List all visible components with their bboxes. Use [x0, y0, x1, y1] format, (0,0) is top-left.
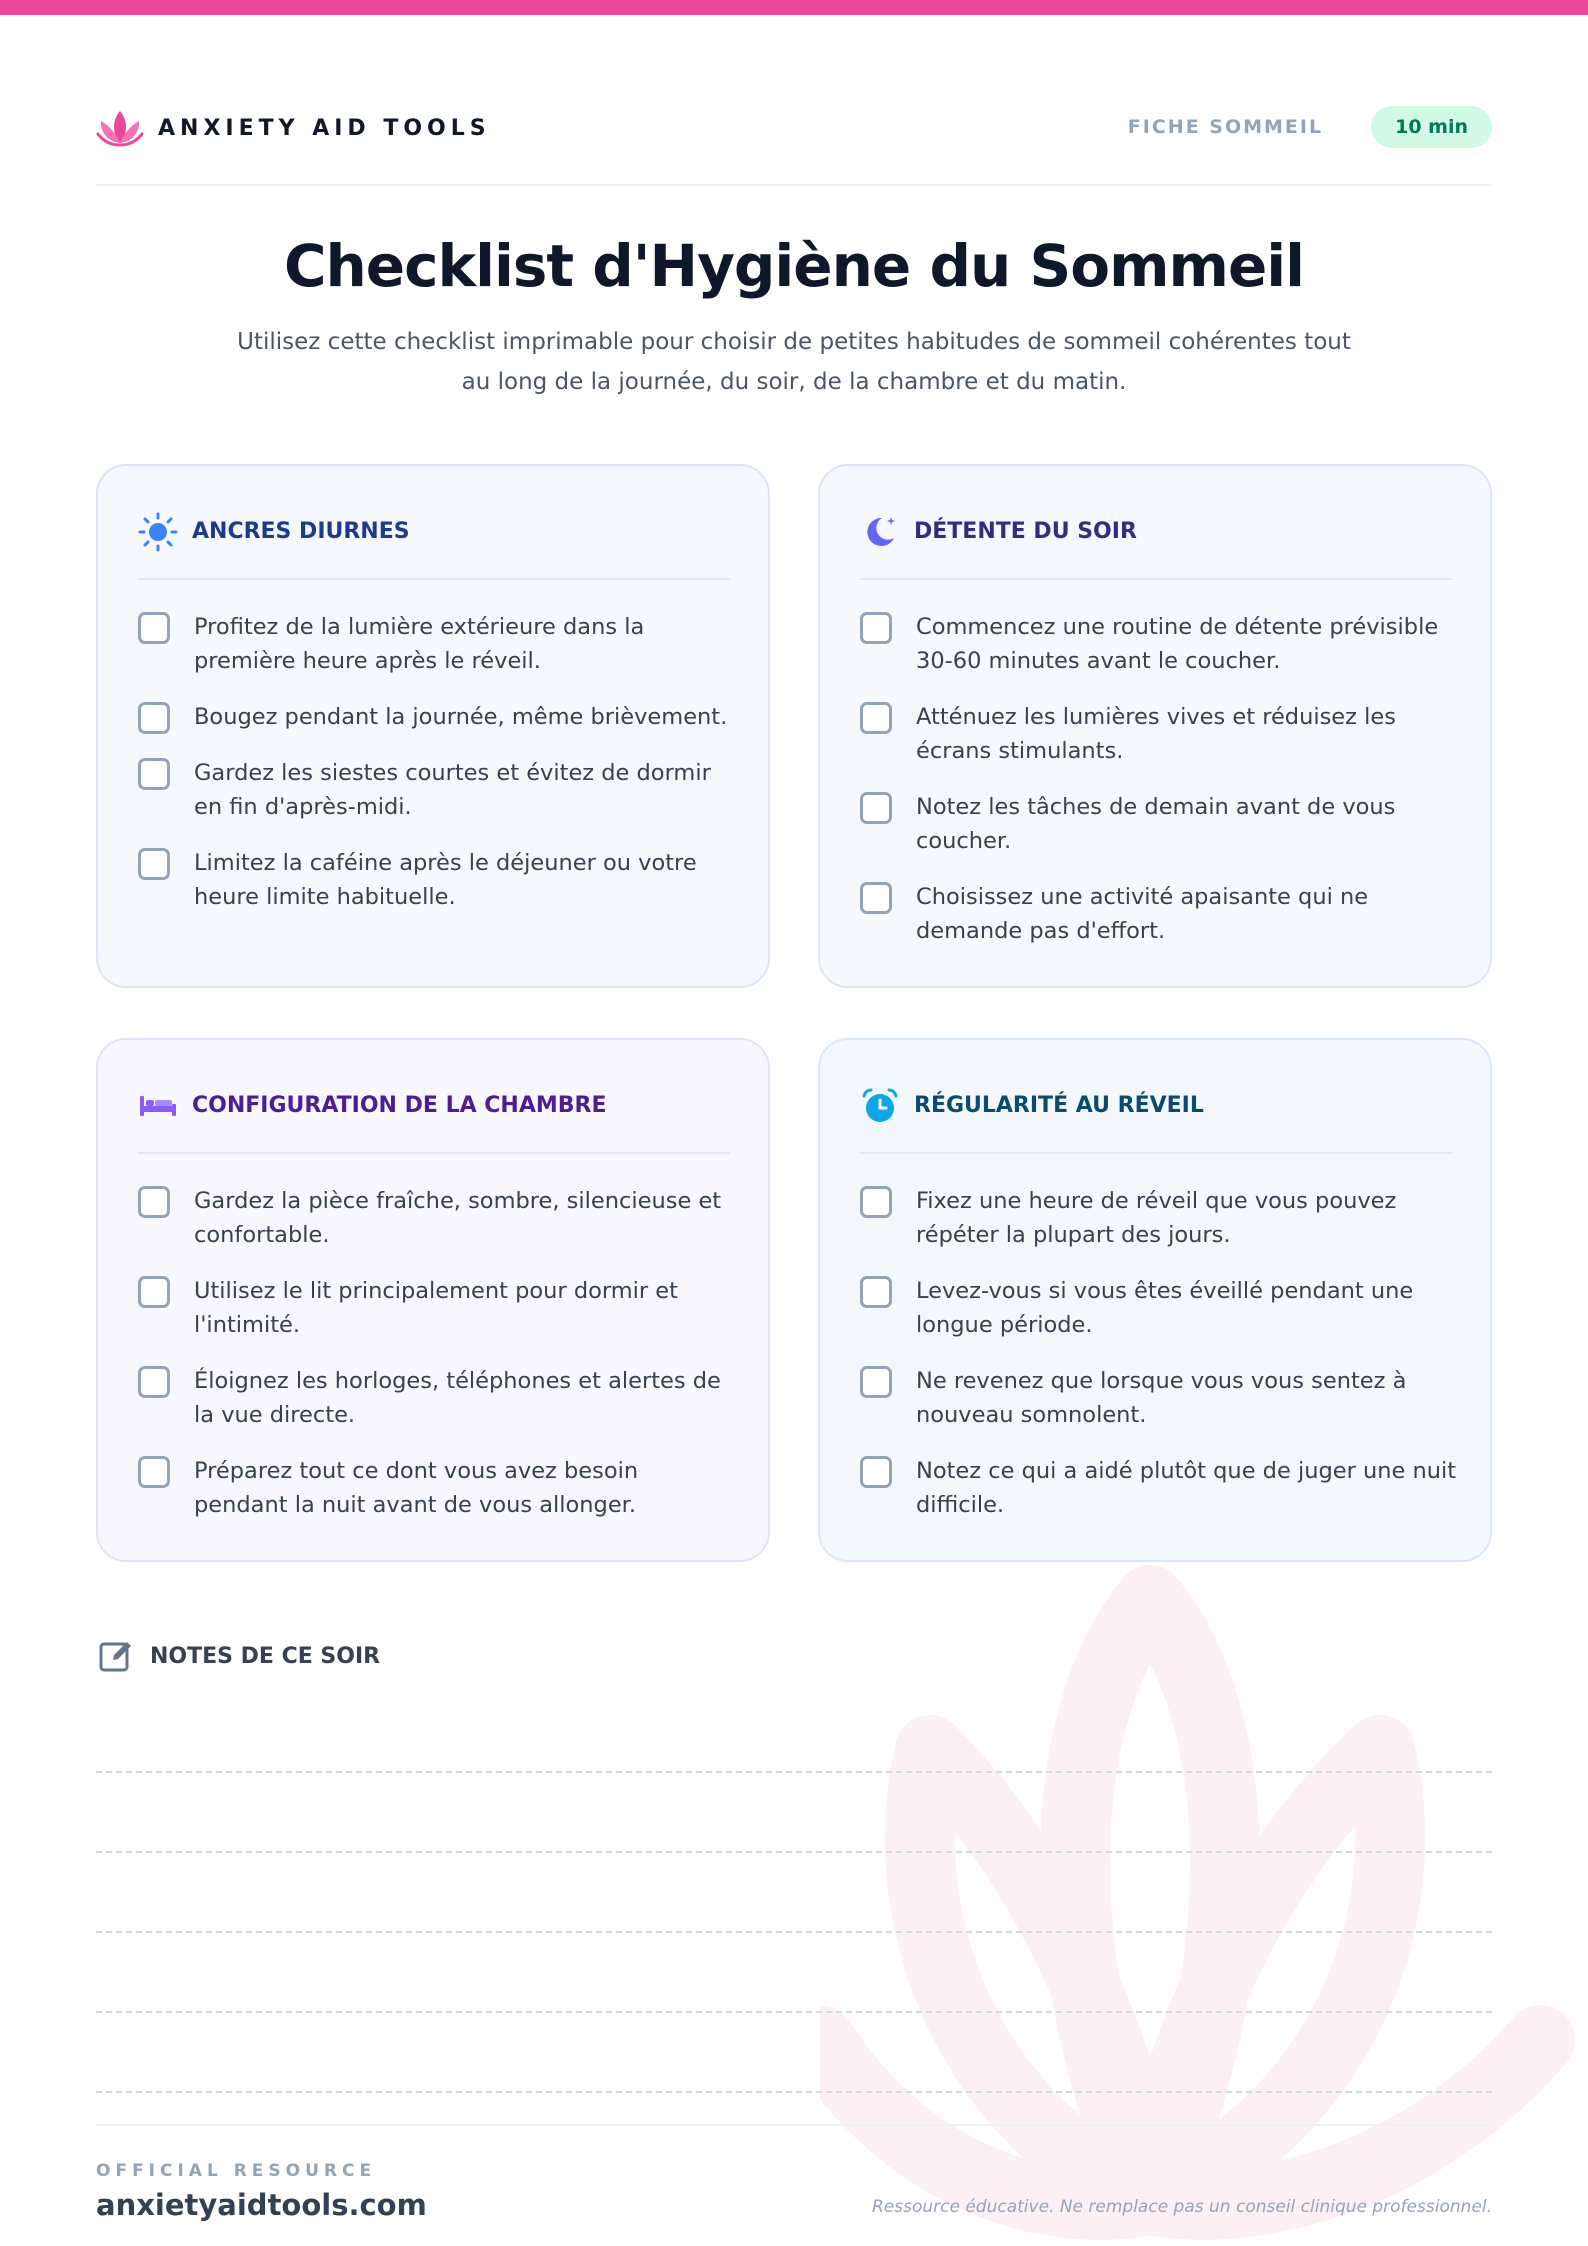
alarm-clock-icon	[860, 1086, 900, 1126]
checklist-item	[138, 610, 738, 678]
page-header	[96, 100, 1492, 186]
checkbox[interactable]	[860, 882, 892, 914]
checkbox[interactable]	[138, 612, 170, 644]
checklist-item	[860, 700, 1460, 768]
section-card-configuration-chambre	[96, 1038, 770, 1562]
footer-site-link[interactable]: anxietyaidtools.com	[96, 2188, 427, 2222]
top-accent-bar	[0, 0, 1588, 15]
checkbox[interactable]	[138, 758, 170, 790]
bed-icon	[138, 1086, 178, 1126]
section-title: CONFIGURATION DE LA CHAMBRE	[192, 1093, 607, 1118]
section-card-detente-du-soir	[818, 464, 1492, 988]
checklist-item-text: Gardez la pièce fraîche, sombre, silencieuse et confortable.	[194, 1188, 722, 1248]
lotus-icon	[96, 108, 144, 148]
brand	[96, 108, 491, 148]
checklist-item	[138, 1364, 738, 1432]
checklist-item-text: Bougez pendant la journée, même brièvement.	[194, 704, 728, 730]
checklist-item	[138, 756, 738, 824]
checkbox[interactable]	[860, 1366, 892, 1398]
section-header	[860, 516, 1452, 580]
checklist-item-text: Notez ce qui a aidé plutôt que de juger une nuit difficile.	[916, 1458, 1457, 1518]
note-writing-line[interactable]	[96, 1771, 1492, 1773]
checklist-item	[860, 790, 1460, 858]
checklist-item-text: Atténuez les lumières vives et réduisez les écrans stimulants.	[916, 704, 1396, 764]
notes-header	[96, 1636, 380, 1676]
checklist-item-text: Gardez les siestes courtes et évitez de dormir en fin d'après-midi.	[194, 760, 711, 820]
section-card-regularite-reveil	[818, 1038, 1492, 1562]
checkbox[interactable]	[138, 1186, 170, 1218]
sun-icon	[138, 512, 178, 552]
checkbox[interactable]	[138, 848, 170, 880]
checkbox[interactable]	[860, 1186, 892, 1218]
footer-label: OFFICIAL RESOURCE	[96, 2161, 377, 2181]
checklist-item-text: Utilisez le lit principalement pour dormir et l'intimité.	[194, 1278, 678, 1338]
checkbox[interactable]	[860, 1456, 892, 1488]
checklist-item	[138, 1274, 738, 1342]
checkbox[interactable]	[138, 1276, 170, 1308]
checklist-item	[138, 846, 738, 914]
header-meta	[1128, 106, 1492, 148]
section-title: DÉTENTE DU SOIR	[914, 519, 1137, 544]
duration-badge: 10 min	[1371, 106, 1492, 148]
checkbox[interactable]	[860, 612, 892, 644]
checklist-item-text: Notez les tâches de demain avant de vous coucher.	[916, 794, 1396, 854]
note-writing-line[interactable]	[96, 1851, 1492, 1853]
page-subtitle: Utilisez cette checklist imprimable pour choisir de petites habitudes de sommeil cohérentes tout au long de la journée, du soir, de la chambre et du matin.	[237, 329, 1351, 395]
section-title: ANCRES DIURNES	[192, 519, 410, 544]
checkbox[interactable]	[138, 1366, 170, 1398]
checklist-item	[860, 1454, 1460, 1522]
section-header	[860, 1090, 1452, 1154]
background-lotus-watermark	[820, 1560, 1588, 2246]
checklist-item-text: Levez-vous si vous êtes éveillé pendant une longue période.	[916, 1278, 1414, 1338]
checklist	[138, 610, 738, 936]
checklist-item	[860, 1364, 1460, 1432]
checklist-item	[138, 1454, 738, 1522]
edit-note-icon	[96, 1636, 136, 1676]
sheet-label: FICHE SOMMEIL	[1127, 116, 1324, 138]
notes-title: NOTES DE CE SOIR	[150, 1643, 381, 1669]
checklist-item-text: Préparez tout ce dont vous avez besoin pendant la nuit avant de vous allonger.	[194, 1458, 639, 1518]
page-title: Checklist d'Hygiène du Sommeil	[283, 232, 1305, 300]
checklist-item-text: Limitez la caféine après le déjeuner ou votre heure limite habituelle.	[194, 850, 697, 910]
checklist-item	[860, 1184, 1460, 1252]
checklist-item-text: Fixez une heure de réveil que vous pouvez répéter la plupart des jours.	[916, 1188, 1397, 1248]
note-writing-line[interactable]	[96, 1931, 1492, 1933]
checklist-item	[860, 880, 1460, 948]
checkbox[interactable]	[138, 702, 170, 734]
checklist-item-text: Choisissez une activité apaisante qui ne demande pas d'effort.	[916, 884, 1369, 944]
checklist-item-text: Commencez une routine de détente prévisible 30-60 minutes avant le coucher.	[916, 614, 1439, 674]
checklist-item	[860, 1274, 1460, 1342]
section-title: RÉGULARITÉ AU RÉVEIL	[914, 1093, 1204, 1118]
checkbox[interactable]	[860, 1276, 892, 1308]
checkbox[interactable]	[860, 702, 892, 734]
section-header	[138, 1090, 730, 1154]
checklist-item-text: Profitez de la lumière extérieure dans la première heure après le réveil.	[194, 614, 645, 674]
section-header	[138, 516, 730, 580]
note-writing-line[interactable]	[96, 2091, 1492, 2093]
checklist	[860, 610, 1460, 970]
note-writing-line[interactable]	[96, 2011, 1492, 2013]
checklist-item	[138, 1184, 738, 1252]
checklist	[138, 1184, 738, 1544]
checklist-item	[860, 610, 1460, 678]
footer-divider	[96, 2124, 1492, 2126]
checklist-item-text: Ne revenez que lorsque vous vous sentez à nouveau somnolent.	[916, 1368, 1407, 1428]
checkbox[interactable]	[138, 1456, 170, 1488]
moon-stars-icon	[860, 512, 900, 552]
section-card-ancres-diurnes	[96, 464, 770, 988]
checklist	[860, 1184, 1460, 1544]
checklist-item	[138, 700, 738, 734]
checklist-item-text: Éloignez les horloges, téléphones et alertes de la vue directe.	[194, 1368, 721, 1428]
checkbox[interactable]	[860, 792, 892, 824]
footer-disclaimer: Ressource éducative. Ne remplace pas un conseil clinique professionnel.	[871, 2197, 1492, 2217]
brand-name: ANXIETY AID TOOLS	[158, 115, 491, 141]
